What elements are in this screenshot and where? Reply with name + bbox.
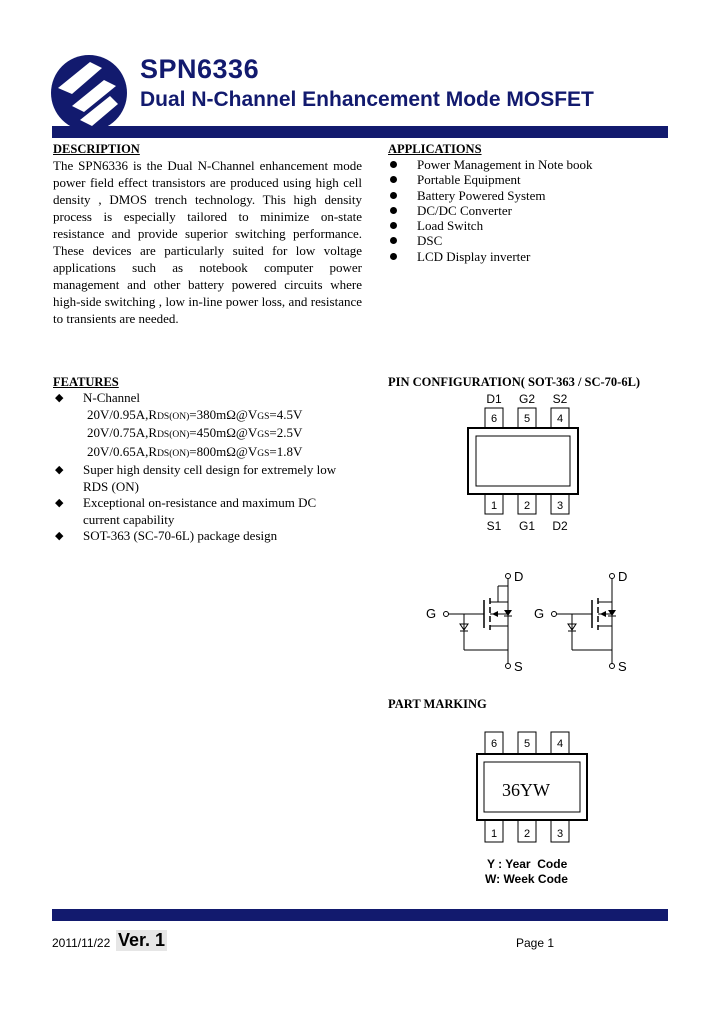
gate-label: G (426, 606, 437, 621)
application-item: Power Management in Note book (388, 157, 592, 172)
week-code-legend: W: Week Code (485, 872, 568, 886)
applications-heading: APPLICATIONS (388, 142, 482, 156)
feature-item: ◆ Super high density cell design for extremely low RDS (ON) (55, 462, 337, 494)
diamond-bullet-icon: ◆ (55, 530, 64, 542)
part-marking-diagram (460, 726, 600, 886)
company-logo (50, 54, 128, 132)
drain-label: D (514, 569, 524, 584)
pin-label: G1 (518, 519, 536, 533)
pin-number: 2 (523, 500, 531, 512)
part-number: SPN6336 (140, 54, 260, 84)
pin-config-heading: PIN CONFIGURATION( SOT-363 / SC-70-6L) (388, 375, 641, 389)
year-code-legend: Y : Year Code (487, 857, 568, 871)
marking-pin-number: 3 (556, 828, 564, 840)
pin-number: 6 (490, 413, 498, 425)
pin-label: D2 (552, 519, 568, 533)
marking-pin-number: 1 (490, 828, 498, 840)
application-item: Battery Powered System (388, 188, 592, 203)
document-subtitle: Dual N-Channel Enhancement Mode MOSFET (140, 88, 594, 111)
mosfet-schematic-1 (420, 566, 530, 676)
description-heading: DESCRIPTION (53, 142, 140, 156)
feature-spec-line: 20V/0.65A,RDS(ON)=800mΩ@VGS=1.8V (87, 443, 303, 459)
pin-label: D1 (486, 392, 502, 406)
source-label: S (514, 659, 523, 674)
footer-version: Ver. 1 (118, 930, 166, 950)
feature-item: ◆ SOT-363 (SC-70-6L) package design (55, 528, 278, 543)
pin-label: S2 (552, 392, 568, 406)
feature-spec-line: 20V/0.95A,RDS(ON)=380mΩ@VGS=4.5V (87, 406, 303, 422)
features-heading: FEATURES (53, 375, 119, 389)
footer-page-number: Page 1 (516, 936, 555, 950)
marking-pin-number: 4 (556, 738, 564, 750)
mosfet-schematic-2 (530, 566, 640, 676)
applications-list (388, 157, 592, 264)
pin-label: S1 (486, 519, 502, 533)
pin-number: 5 (523, 413, 531, 425)
feature-item: ◆ N-Channel (55, 390, 141, 405)
footer-date: 2011/11/22 (52, 936, 111, 950)
diamond-bullet-icon: ◆ (55, 392, 64, 404)
drain-label: D (618, 569, 628, 584)
feature-item: ◆ Exceptional on-resistance and maximum DC current capability (55, 495, 317, 527)
pin-number: 4 (556, 413, 564, 425)
diamond-bullet-icon: ◆ (55, 464, 64, 476)
application-item: LCD Display inverter (388, 249, 592, 264)
gate-label: G (534, 606, 545, 621)
diamond-bullet-icon: ◆ (55, 497, 64, 509)
description-text: The SPN6336 is the Dual N-Channel enhancement mode power field effect transistors are produced using high cell density , DMOS trench technology. This high density process is especially tailored to minimize on-state resistance and provide superior switching performance. These devices are particularly suited for low voltage applications such as notebook computer power management and other battery powered circuits where high-side switching , low in-line power loss, and resistance to transients are needed. (53, 158, 362, 326)
marking-code: 36YW (502, 780, 550, 800)
pin-number: 3 (556, 500, 564, 512)
part-marking-heading: PART MARKING (388, 697, 487, 711)
header-divider-bar (52, 126, 668, 138)
marking-pin-number: 6 (490, 738, 498, 750)
footer-divider-bar (52, 909, 668, 921)
feature-spec-line: 20V/0.75A,RDS(ON)=450mΩ@VGS=2.5V (87, 425, 303, 440)
pin-configuration-diagram (440, 388, 620, 548)
marking-pin-number: 5 (523, 738, 531, 750)
features-list (53, 390, 373, 545)
marking-pin-number: 2 (523, 828, 531, 840)
application-item: DC/DC Converter (388, 203, 592, 218)
source-label: S (618, 659, 627, 674)
pin-number: 1 (490, 500, 498, 512)
application-item: Load Switch (388, 218, 592, 233)
pin-label: G2 (518, 392, 536, 406)
application-item: Portable Equipment (388, 172, 592, 187)
application-item: DSC (388, 233, 592, 248)
